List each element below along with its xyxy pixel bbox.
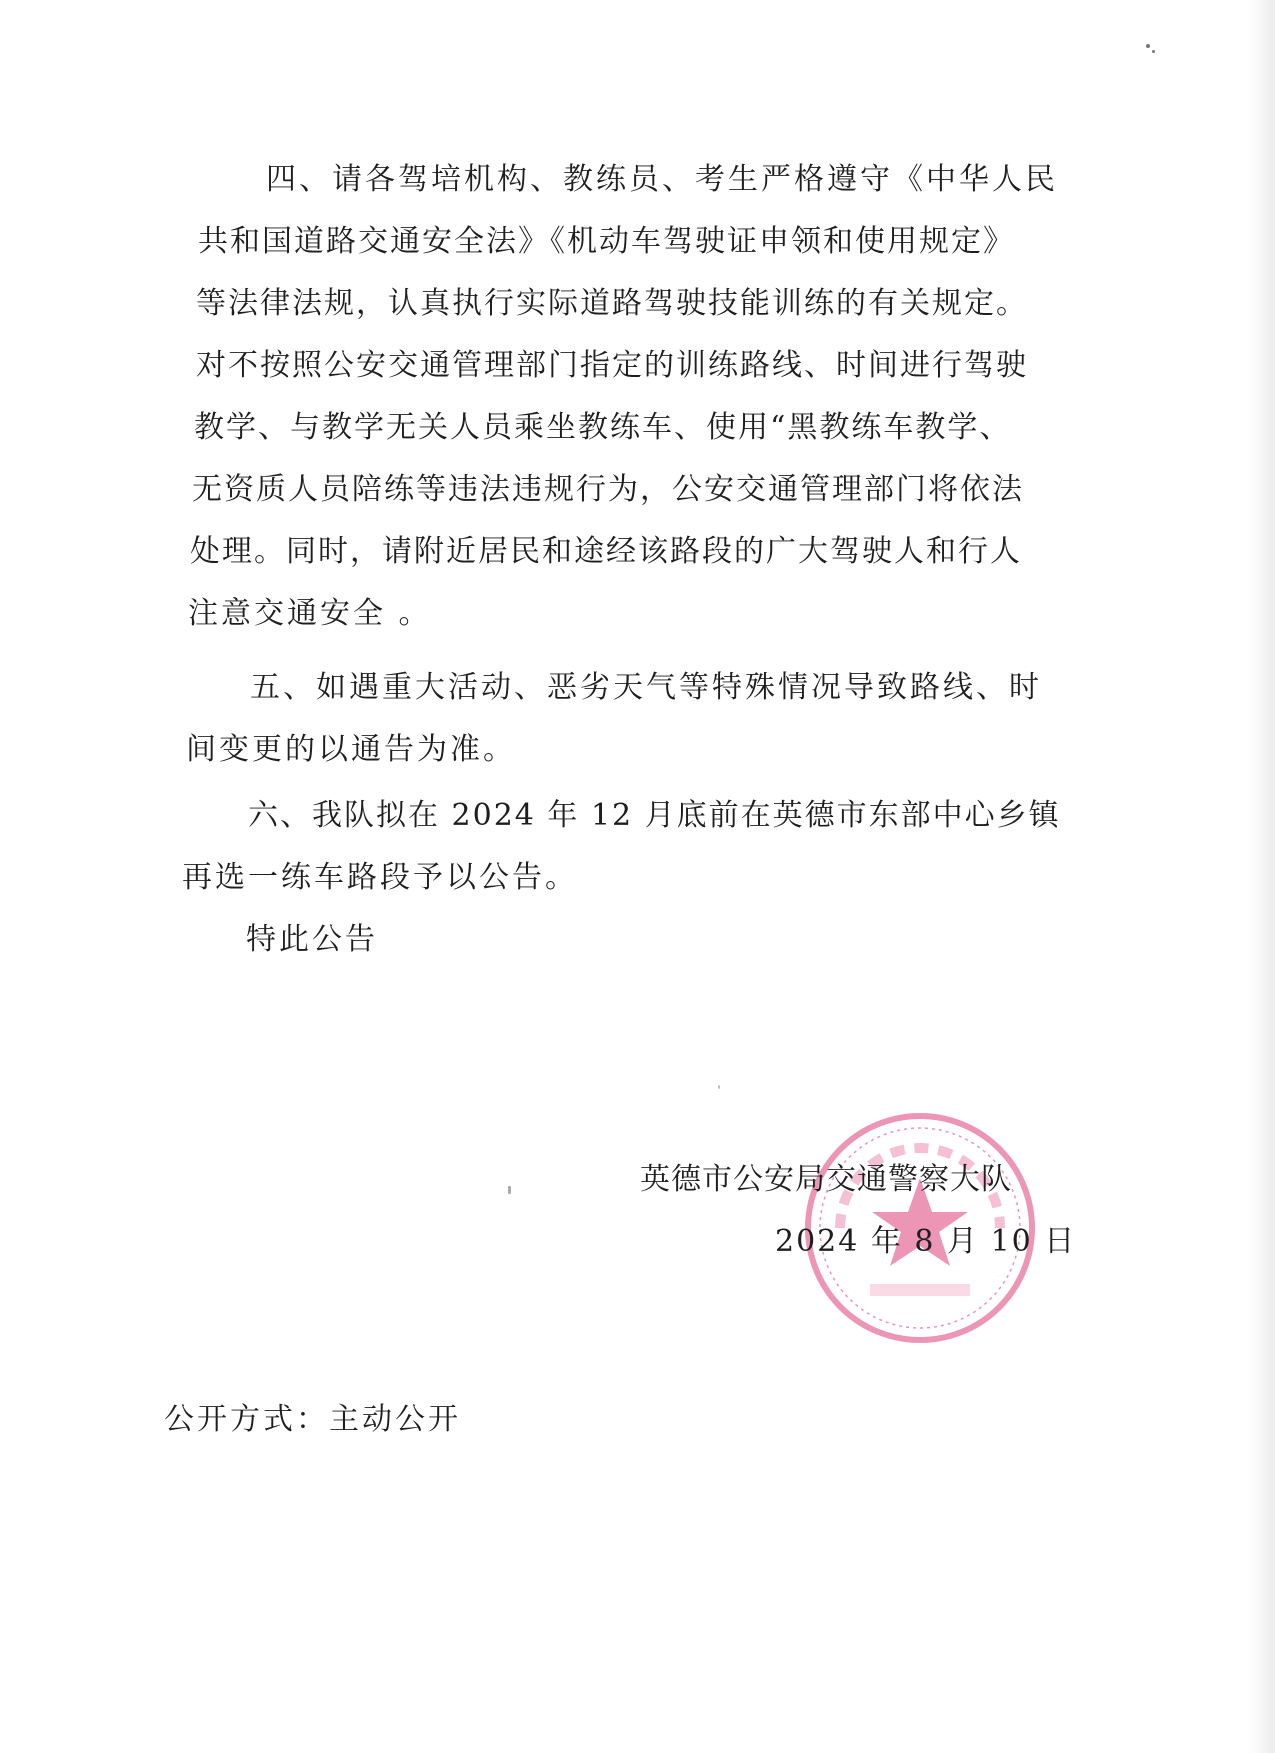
closing-text: 特此公告 <box>246 922 378 957</box>
para6-line-1: 六、我队拟在 2024 年 12 月底前在英德市东部中心乡镇 <box>248 798 1061 833</box>
scan-edge-shadow <box>1249 0 1275 1753</box>
scan-speck <box>1146 44 1150 48</box>
disclosure-method: 公开方式：主动公开 <box>164 1402 461 1437</box>
para4-line-7: 处理。同时，请附近居民和途经该路段的广大驾驶人和行人 <box>190 534 1022 569</box>
para4-line-2: 共和国道路交通安全法》《机动车驾驶证申领和使用规定》 <box>198 224 1015 259</box>
para4-line-6: 无资质人员陪练等违法违规行为，公安交通管理部门将依法 <box>192 472 1024 507</box>
scan-speck <box>1152 50 1155 53</box>
para6-line-2: 再选一练车路段予以公告。 <box>182 860 578 895</box>
para5-line-2: 间变更的以通告为准。 <box>186 732 516 767</box>
para4-line-3: 等法律法规，认真执行实际道路驾驶技能训练的有关规定。 <box>196 286 1028 321</box>
seal-bottom-marks <box>870 1284 970 1296</box>
para4-line-5: 教学、与教学无关人员乘坐教练车、使用“黑教练车教学、 <box>194 410 1012 445</box>
para5-line-1: 五、如遇重大活动、恶劣天气等特殊情况导致路线、时 <box>250 670 1042 705</box>
scan-speck <box>508 1186 511 1194</box>
para4-line-1: 四、请各驾培机构、教练员、考生严格遵守《中华人民 <box>266 162 1058 197</box>
scan-speck <box>718 1085 720 1089</box>
signature-date: 2024 年 8 月 10 日 <box>775 1224 1077 1259</box>
para4-line-4: 对不按照公安交通管理部门指定的训练路线、时间进行驾驶 <box>196 348 1028 383</box>
signature-organization: 英德市公安局交通警察大队 <box>640 1162 1012 1197</box>
para4-line-8: 注意交通安全 。 <box>188 596 432 631</box>
